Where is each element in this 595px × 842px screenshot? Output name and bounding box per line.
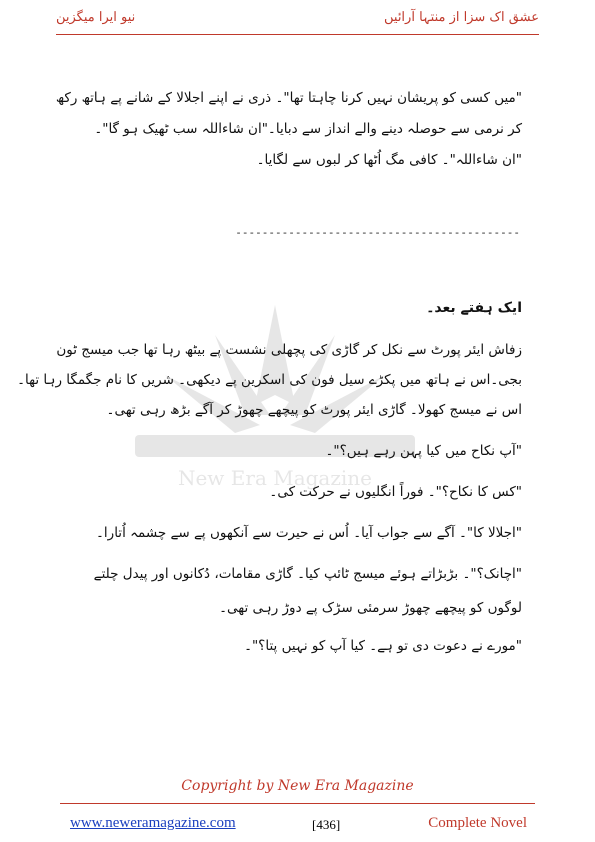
website-link[interactable]: www.neweramagazine.com <box>70 815 236 831</box>
header-divider <box>56 34 539 35</box>
text-line: کر نرمی سے حوصلہ دینے والے انداز سے دبایا۔"ان شاءاللہ سب ٹھیک ہو گا"۔ <box>94 121 522 137</box>
footer-divider <box>60 803 535 804</box>
text-line: "اچانک؟"۔ بڑبڑاتے ہوئے میسج ٹائپ کیا۔ گاڑی مقامات، دُکانوں اور پیدل چلتے <box>93 566 522 582</box>
text-line: زفاش ایئر پورٹ سے نکل کر گاڑی کی پچھلی نشست پے بیٹھ رہا تھا جب میسج ٹون <box>56 342 522 358</box>
scene-title: ایک ہفتے بعد۔ <box>426 300 522 316</box>
text-line: اس نے میسج کھولا۔ گاڑی ایئر پورٹ کو پیچھے چھوڑ کر آگے بڑھ رہی تھی۔ <box>106 402 522 418</box>
page-footer <box>60 815 535 835</box>
watermark-text: New Era Magazine <box>177 466 373 490</box>
magazine-name: نیو ایرا میگزین <box>56 10 136 25</box>
page-header <box>56 10 539 36</box>
text-line: "اجلالا کا"۔ آگے سے جواب آیا۔ اُس نے حیرت سے آنکھوں پے سے چشمہ اُتارا۔ <box>96 525 522 541</box>
novel-title: عشق اک سزا از منتہا آرائیں <box>384 10 539 25</box>
section-divider: ------------------------------------------- <box>235 226 520 239</box>
page-number: [436] <box>312 817 341 832</box>
text-line: "میں کسی کو پریشان نہیں کرنا چاہتا تھا"۔ ذری نے اپنے اجلالا کے شانے پے ہاتھ رکھ <box>55 90 522 106</box>
text-line: "ان شاءاللہ"۔ کافی مگ اُٹھا کر لبوں سے لگایا۔ <box>256 152 522 168</box>
text-line: لوگوں کو پیچھے چھوڑ سرمئی سڑک پے دوڑ رہی تھی۔ <box>219 600 522 616</box>
text-line: "کس کا نکاح؟"۔ فوراً انگلیوں نے حرکت کی۔ <box>269 484 522 500</box>
copyright-notice: Copyright by New Era Magazine <box>181 778 414 794</box>
text-line: "مورے نے دعوت دی تو ہے۔ کیا آپ کو نہیں پتا؟"۔ <box>244 638 522 654</box>
text-line: "آپ نکاح میں کیا پہن رہے ہیں؟"۔ <box>325 443 522 459</box>
text-line: بجی۔اس نے ہاتھ میں پکڑے سیل فون کی اسکرین پے دیکھی۔ شریں کا نام جگمگا رہا تھا۔ <box>17 372 522 388</box>
novel-type-label: Complete Novel <box>428 815 527 831</box>
